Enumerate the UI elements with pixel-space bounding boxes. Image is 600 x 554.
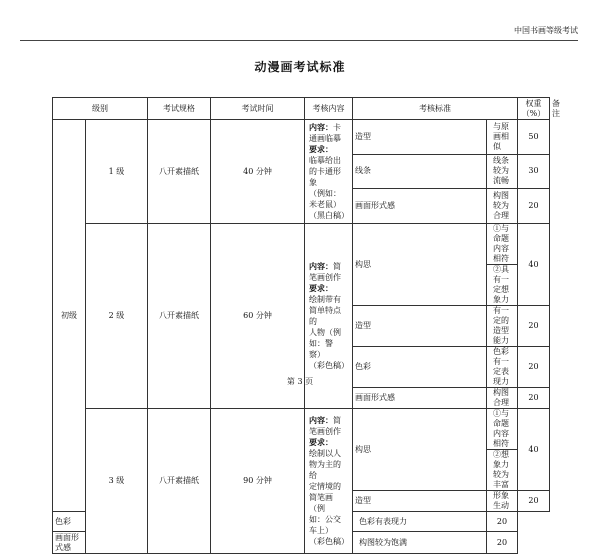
aspect-cell: 画面形式感 [353, 189, 487, 224]
aspect-cell: 构思 [353, 409, 487, 491]
standard-cell: 形象生动 [487, 491, 518, 512]
content-text: 简笔画创作 [309, 416, 341, 436]
requirement-line: 定情境的简笔画（例 [309, 482, 341, 513]
level-cell: 3 级 [86, 409, 148, 554]
standard-cell: ②具有一定想象力 [487, 265, 518, 306]
standards-table-container [52, 97, 560, 554]
standard-cell: 与原画相似 [487, 120, 518, 155]
col-header-content: 考核内容 [305, 98, 353, 120]
table-header-row: 级别 考试规格 考试时间 考核内容 考核标准 权重（%） 备注 [53, 98, 550, 120]
weight-cell: 20 [518, 491, 550, 512]
weight-cell: 20 [518, 189, 550, 224]
aspect-cell: 线条 [353, 154, 487, 189]
table-row [53, 224, 550, 265]
standard-cell: 线条较为流畅 [487, 154, 518, 189]
table-row [53, 120, 550, 155]
level-cell: 2 级 [86, 224, 148, 409]
page-number: 第 3 页 [286, 377, 314, 386]
content-cell [305, 409, 353, 554]
content-label: 内容： [309, 415, 333, 425]
col-header-criteria: 考核标准 [353, 98, 518, 120]
weight-cell: 50 [518, 120, 550, 155]
requirement-line: 绘制带有简单特点的 [309, 295, 341, 326]
aspect-cell: 色彩 [353, 347, 487, 388]
content-label: 内容： [309, 122, 333, 132]
requirement-line: （黑白稿） [309, 211, 349, 220]
header-text: 中国书画等级考试 [514, 26, 578, 35]
spec-cell: 八开素描纸 [148, 409, 211, 554]
standard-cell: ②想象力较为丰富 [487, 450, 518, 491]
weight-cell: 20 [487, 512, 518, 532]
requirement-label: 要求： [309, 283, 333, 293]
aspect-cell: 造型 [353, 120, 487, 155]
requirement-label: 要求： [309, 437, 333, 447]
category-cell: 初级 [53, 120, 86, 512]
table-row [53, 409, 550, 450]
aspect-cell: 色彩 [53, 512, 86, 532]
col-header-weight: 权重（%） [518, 98, 550, 120]
weight-cell: 20 [518, 388, 550, 409]
standard-cell: 有一定的造型能力 [487, 306, 518, 347]
document-title: 动漫画考试标准 [254, 60, 346, 74]
aspect-cell: 构思 [353, 224, 487, 306]
col-header-time: 考试时间 [211, 98, 305, 120]
standard-cell: ①与命题内容相符 [487, 224, 518, 265]
content-text: 简笔画创作 [309, 262, 341, 282]
weight-cell: 20 [518, 347, 550, 388]
aspect-cell: 造型 [353, 491, 487, 512]
weight-cell: 30 [518, 154, 550, 189]
content-cell [305, 120, 353, 224]
standard-cell: 色彩有表现力 [353, 512, 487, 532]
weight-cell: 20 [518, 306, 550, 347]
requirement-line: （例如：米老鼠） [309, 189, 341, 209]
weight-cell: 20 [487, 532, 518, 554]
level-cell: 1 级 [86, 120, 148, 224]
standard-cell: 构图合理 [487, 388, 518, 409]
standard-cell: 构图较为饱满 [353, 532, 487, 554]
standard-cell: 色彩有一定表现力 [487, 347, 518, 388]
requirement-line: （彩色稿） [309, 537, 349, 546]
time-cell: 60 分钟 [211, 224, 305, 409]
requirement-line: 绘制以人物为主的给 [309, 449, 341, 480]
time-cell: 90 分钟 [211, 409, 305, 554]
requirement-line: 人物（例如：警察） [309, 328, 341, 359]
weight-cell: 40 [518, 409, 550, 491]
requirement-line: 如：公交车上） [309, 515, 341, 535]
col-header-spec: 考试规格 [148, 98, 211, 120]
requirement-label: 要求： [309, 144, 333, 154]
time-cell: 40 分钟 [211, 120, 305, 224]
content-text: 卡通画临摹 [309, 123, 341, 143]
spec-cell: 八开素描纸 [148, 120, 211, 224]
standard-cell: ①与命题内容相符 [487, 409, 518, 450]
requirement-line: 临摹给出的卡通形象 [309, 156, 341, 187]
aspect-cell: 造型 [353, 306, 487, 347]
weight-cell: 40 [518, 224, 550, 306]
page-header [20, 0, 578, 41]
col-header-level: 级别 [53, 98, 148, 120]
standard-cell: 构图较为合理 [487, 189, 518, 224]
content-label: 内容： [309, 261, 333, 271]
requirement-line: （彩色稿） [309, 361, 349, 370]
standards-table [52, 97, 560, 554]
aspect-cell: 画面形式感 [53, 532, 86, 554]
aspect-cell: 画面形式感 [353, 388, 487, 409]
spec-cell: 八开素描纸 [148, 224, 211, 409]
